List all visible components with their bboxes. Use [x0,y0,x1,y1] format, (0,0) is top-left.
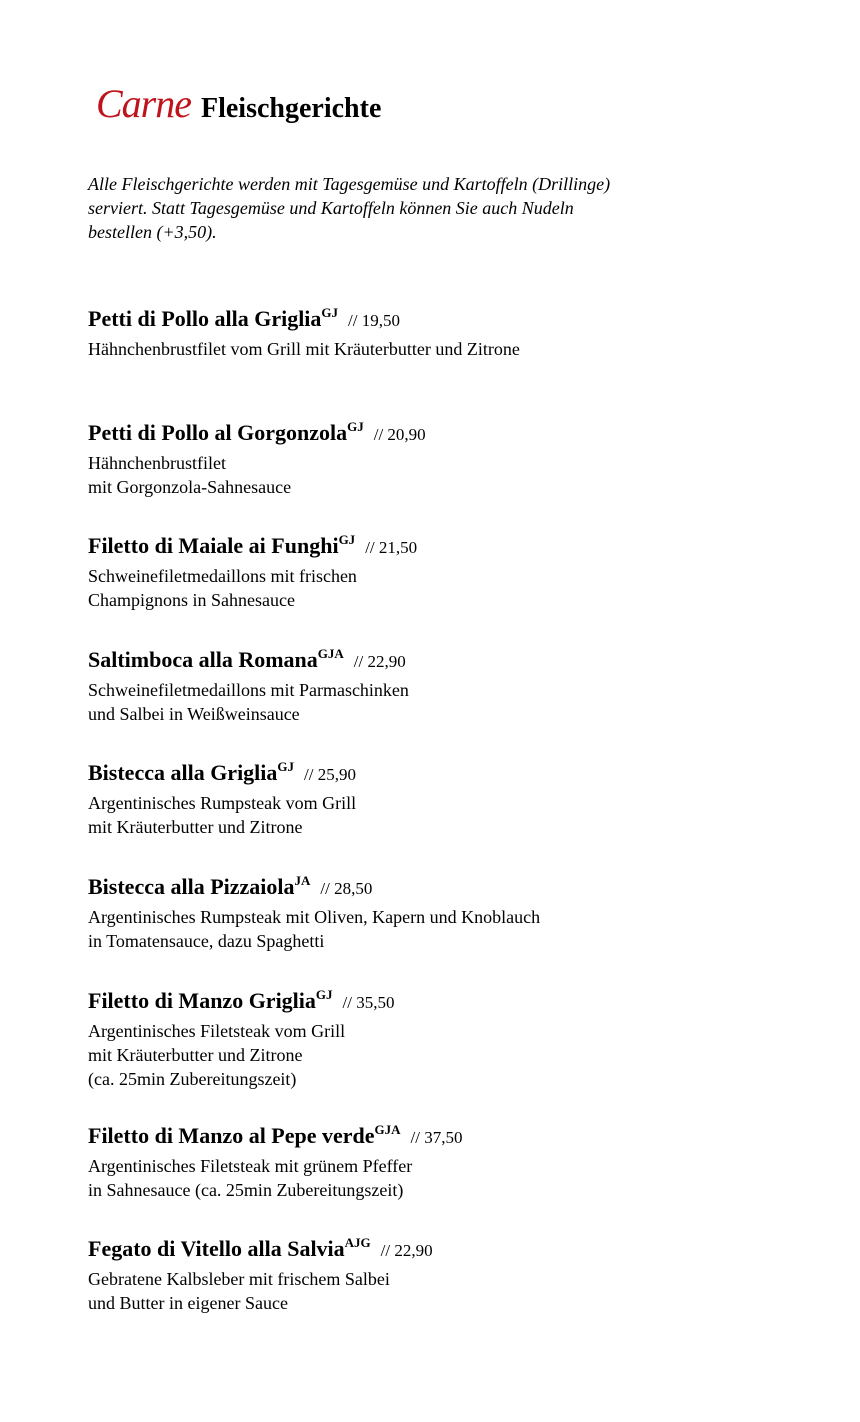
menu-item-heading [88,986,788,1019]
menu-item-name: Bistecca alla Pizzaiola [88,873,295,899]
menu-item-allergens: GJ [315,986,333,1002]
menu-item-price: // 21,50 [365,538,418,558]
menu-item-allergens: GJ [338,532,356,548]
menu-item-allergens: GJA [374,1121,401,1137]
description-line: Argentinisches Filetsteak mit grünem Pfeffer [88,1155,413,1176]
menu-item-price: // 22,90 [380,1241,433,1261]
description-line: Argentinisches Rumpsteak mit Oliven, Kapern und Knoblauch [88,906,541,927]
menu-item-allergens: GJ [321,305,339,320]
menu-item [88,418,788,532]
menu-item [88,986,788,1121]
menu-item-heading [88,1234,788,1267]
menu-item-heading [88,531,788,564]
menu-item-price: // 19,50 [348,311,400,330]
menu-item-description [88,791,788,839]
description-line: mit Kräuterbutter und Zitrone [88,817,303,838]
menu-item-price: // 25,90 [304,765,356,785]
menu-item-heading [88,645,788,678]
menu-item-name: Petti di Pollo alla Griglia [88,306,322,331]
menu-item-description [88,1154,788,1202]
description-line: Hähnchenbrustfilet [88,452,226,473]
menu-item-price: // 22,90 [353,651,406,671]
menu-item-description [88,1019,788,1091]
intro-text [88,172,688,244]
menu-item-heading [88,758,788,791]
menu-item-heading [88,304,788,337]
menu-item-price: // 28,50 [320,878,373,898]
menu-item [88,531,788,645]
description-line: Schweinefiletmedaillons mit frischen [88,566,357,587]
description-line: in Tomatensauce, dazu Spaghetti [88,930,325,951]
description-line: (ca. 25min Zubereitungszeit) [88,1068,297,1089]
menu-item [88,645,788,759]
description-line: Gebratene Kalbsleber mit frischem Salbei [88,1269,390,1290]
intro-line: serviert. Statt Tagesgemüse und Kartoffeln können Sie auch Nudeln [88,198,574,218]
intro-line: bestellen (+3,50). [88,222,217,242]
menu-item-price: // 37,50 [410,1127,463,1147]
menu-item-allergens: GJA [317,645,344,661]
menu-item-price: // 20,90 [373,424,426,444]
menu-item-name: Petti di Pollo al Gorgonzola [88,419,348,445]
menu-item-allergens: JA [294,872,311,888]
menu-item-description [88,451,788,499]
description-line: in Sahnesauce (ca. 25min Zubereitungszeit) [88,1179,404,1200]
menu-item-heading [88,872,788,905]
menu-item-description [88,564,788,612]
description-line: mit Gorgonzola-Sahnesauce [88,476,292,497]
menu-item [88,758,788,872]
section-script-word: Carne [96,81,191,126]
description-line: und Butter in eigener Sauce [88,1293,288,1314]
description-line: Champignons in Sahnesauce [88,590,295,611]
description-line: Argentinisches Rumpsteak vom Grill [88,793,357,814]
menu-item [88,872,788,986]
menu-item [88,1234,788,1348]
menu-item-name: Bistecca alla Griglia [88,760,278,786]
menu-item-name: Filetto di Manzo Griglia [88,987,316,1013]
menu-item-description [88,678,788,726]
description-line: und Salbei in Weißweinsauce [88,703,300,724]
description-line: Schweinefiletmedaillons mit Parmaschinken [88,679,409,700]
menu-item-description [88,1267,788,1315]
menu-item-allergens: GJ [347,418,364,434]
menu-item [88,304,788,418]
menu-items [88,304,788,1348]
description-line: Argentinisches Filetsteak vom Grill [88,1020,346,1041]
menu-item-price: // 35,50 [342,992,395,1012]
intro-line: Alle Fleischgerichte werden mit Tagesgemüse und Kartoffeln (Drillinge) [88,174,611,194]
menu-item-allergens: AJG [344,1235,371,1251]
menu-item-description [88,905,788,953]
menu-item-heading [88,418,788,451]
menu-item-name: Fegato di Vitello alla Salvia [88,1236,345,1262]
section-header [96,80,381,127]
menu-item-name: Saltimboca alla Romana [88,646,318,672]
menu-item-description [88,337,788,361]
menu-item [88,1121,788,1235]
menu-item-heading [88,1121,788,1154]
description-line: Hähnchenbrustfilet vom Grill mit Kräuterbutter und Zitrone [88,339,520,359]
section-title: Fleischgerichte [201,93,382,124]
menu-item-name: Filetto di Manzo al Pepe verde [88,1122,375,1148]
menu-item-name: Filetto di Maiale ai Funghi [88,533,339,559]
description-line: mit Kräuterbutter und Zitrone [88,1044,303,1065]
menu-item-allergens: GJ [277,759,295,775]
